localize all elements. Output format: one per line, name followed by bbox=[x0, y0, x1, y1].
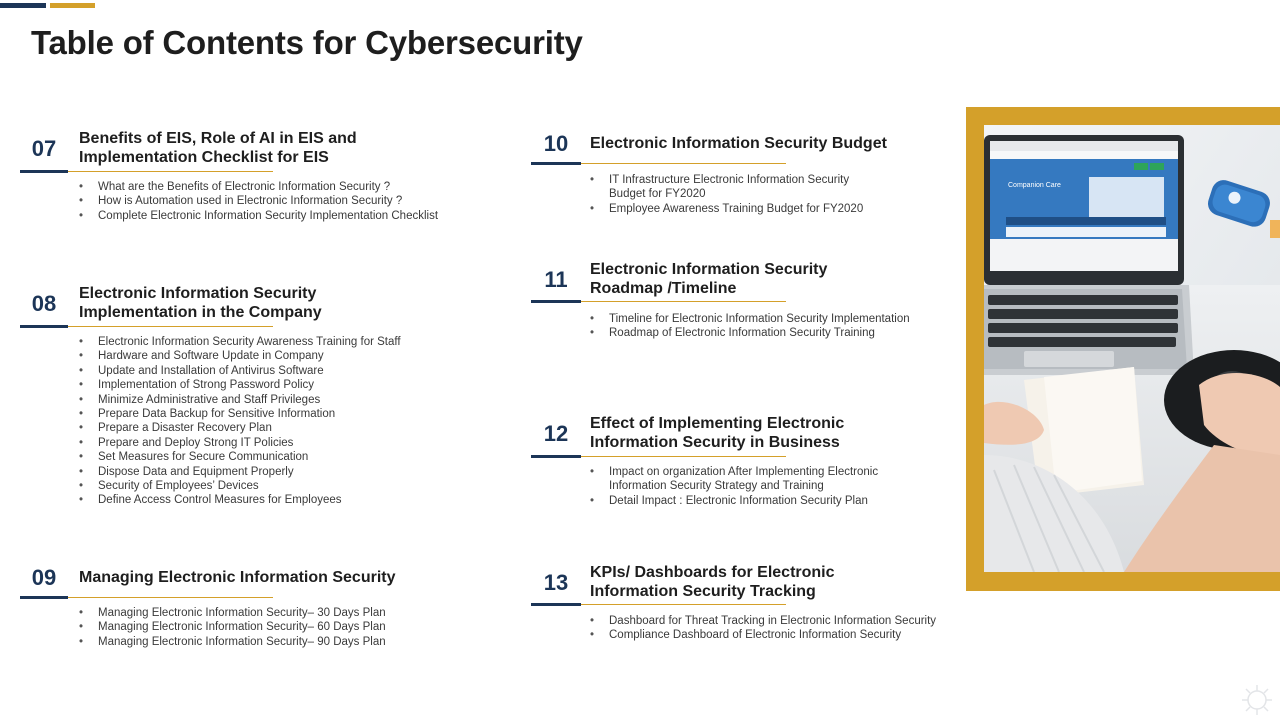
list-item: • Prepare Data Backup for Sensitive Information bbox=[79, 407, 401, 421]
list-item: Budget for FY2020 bbox=[609, 188, 706, 201]
section-rule-gold bbox=[68, 326, 273, 327]
list-item: • Roadmap of Electronic Information Security Training bbox=[590, 326, 910, 340]
accent-bar-navy bbox=[0, 3, 46, 8]
section-number: 08 bbox=[31, 291, 57, 316]
section-title: Electronic Information Security Budget bbox=[590, 135, 887, 152]
list-item: • Electronic Information Security Awareness Training for Staff bbox=[79, 335, 401, 349]
list-item: • Managing Electronic Information Security– 90 Days Plan bbox=[79, 635, 386, 649]
section-items bbox=[590, 173, 863, 216]
list-item: • Dashboard for Threat Tracking in Electronic Information Security bbox=[590, 614, 936, 628]
section-number: 09 bbox=[31, 565, 57, 590]
section-title: Effect of Implementing Electronic Information Security in Business bbox=[590, 415, 845, 451]
list-item: • Define Access Control Measures for Employees bbox=[79, 493, 401, 507]
section-title: Benefits of EIS, Role of AI in EIS and Implementation Checklist for EIS bbox=[79, 130, 357, 166]
list-item: • Prepare and Deploy Strong IT Policies bbox=[79, 436, 401, 450]
list-item: • Dispose Data and Equipment Properly bbox=[79, 465, 401, 479]
section-rule-navy bbox=[20, 596, 68, 599]
laptop-desk-illustration bbox=[984, 125, 1280, 572]
list-item: • Security of Employees’ Devices bbox=[79, 479, 401, 493]
list-item: • Employee Awareness Training Budget for FY2020 bbox=[590, 202, 863, 216]
section-rule-navy bbox=[20, 325, 68, 328]
section-title: Electronic Information Security Roadmap /Timeline bbox=[590, 261, 828, 297]
list-item: • Set Measures for Secure Communication bbox=[79, 450, 401, 464]
section-items bbox=[590, 312, 910, 341]
section-rule-navy bbox=[20, 170, 68, 173]
list-item: • Timeline for Electronic Information Security Implementation bbox=[590, 312, 910, 326]
laptop-photo bbox=[984, 125, 1280, 572]
section-rule-gold bbox=[581, 301, 786, 302]
section-rule-navy bbox=[531, 455, 581, 458]
section-items bbox=[79, 606, 386, 649]
section-rule-navy bbox=[531, 162, 581, 165]
list-item: • Update and Installation of Antivirus Software bbox=[79, 364, 401, 378]
list-item: • What are the Benefits of Electronic Information Security ? bbox=[79, 180, 438, 194]
section-title: KPIs/ Dashboards for Electronic Information Security Tracking bbox=[590, 564, 835, 600]
section-items bbox=[590, 465, 878, 508]
section-number: 11 bbox=[544, 267, 568, 292]
list-item: • Compliance Dashboard of Electronic Information Security bbox=[590, 628, 936, 642]
section-rule-gold bbox=[68, 597, 273, 598]
list-item: • Managing Electronic Information Security– 60 Days Plan bbox=[79, 620, 386, 634]
section-items bbox=[79, 180, 438, 223]
list-item: • Impact on organization After Implementing Electronic bbox=[590, 465, 878, 479]
list-item: • Implementation of Strong Password Policy bbox=[79, 378, 401, 392]
section-items bbox=[590, 614, 936, 643]
page-title: Table of Contents for Cybersecurity bbox=[31, 24, 583, 61]
section-number: 07 bbox=[31, 136, 57, 161]
section-title: Electronic Information Security Implementation in the Company bbox=[79, 285, 322, 321]
list-item: • Hardware and Software Update in Company bbox=[79, 349, 401, 363]
list-item: • Managing Electronic Information Security– 30 Days Plan bbox=[79, 606, 386, 620]
list-item: • IT Infrastructure Electronic Information Security bbox=[590, 173, 863, 187]
list-item: • Prepare a Disaster Recovery Plan bbox=[79, 421, 401, 435]
list-item: • Minimize Administrative and Staff Privileges bbox=[79, 393, 401, 407]
list-item: • Detail Impact : Electronic Information Security Plan bbox=[590, 494, 878, 508]
section-rule-gold bbox=[68, 171, 273, 172]
section-number: 12 bbox=[543, 421, 569, 446]
screen-brand-text: Companion Care bbox=[1008, 182, 1061, 189]
watermark-logo-icon bbox=[1240, 683, 1274, 717]
list-item: Information Security Strategy and Training bbox=[609, 480, 824, 493]
list-item: • Complete Electronic Information Security Implementation Checklist bbox=[79, 209, 438, 223]
section-rule-navy bbox=[531, 603, 581, 606]
section-number: 13 bbox=[543, 570, 569, 595]
accent-bar-gold bbox=[50, 3, 95, 8]
section-title: Managing Electronic Information Security bbox=[79, 569, 396, 586]
section-rule-gold bbox=[581, 604, 786, 605]
list-item: • How is Automation used in Electronic Information Security ? bbox=[79, 194, 438, 208]
section-rule-gold bbox=[581, 163, 786, 164]
section-rule-gold bbox=[581, 456, 786, 457]
section-rule-navy bbox=[531, 300, 581, 303]
section-items bbox=[79, 335, 401, 508]
section-number: 10 bbox=[543, 131, 569, 156]
